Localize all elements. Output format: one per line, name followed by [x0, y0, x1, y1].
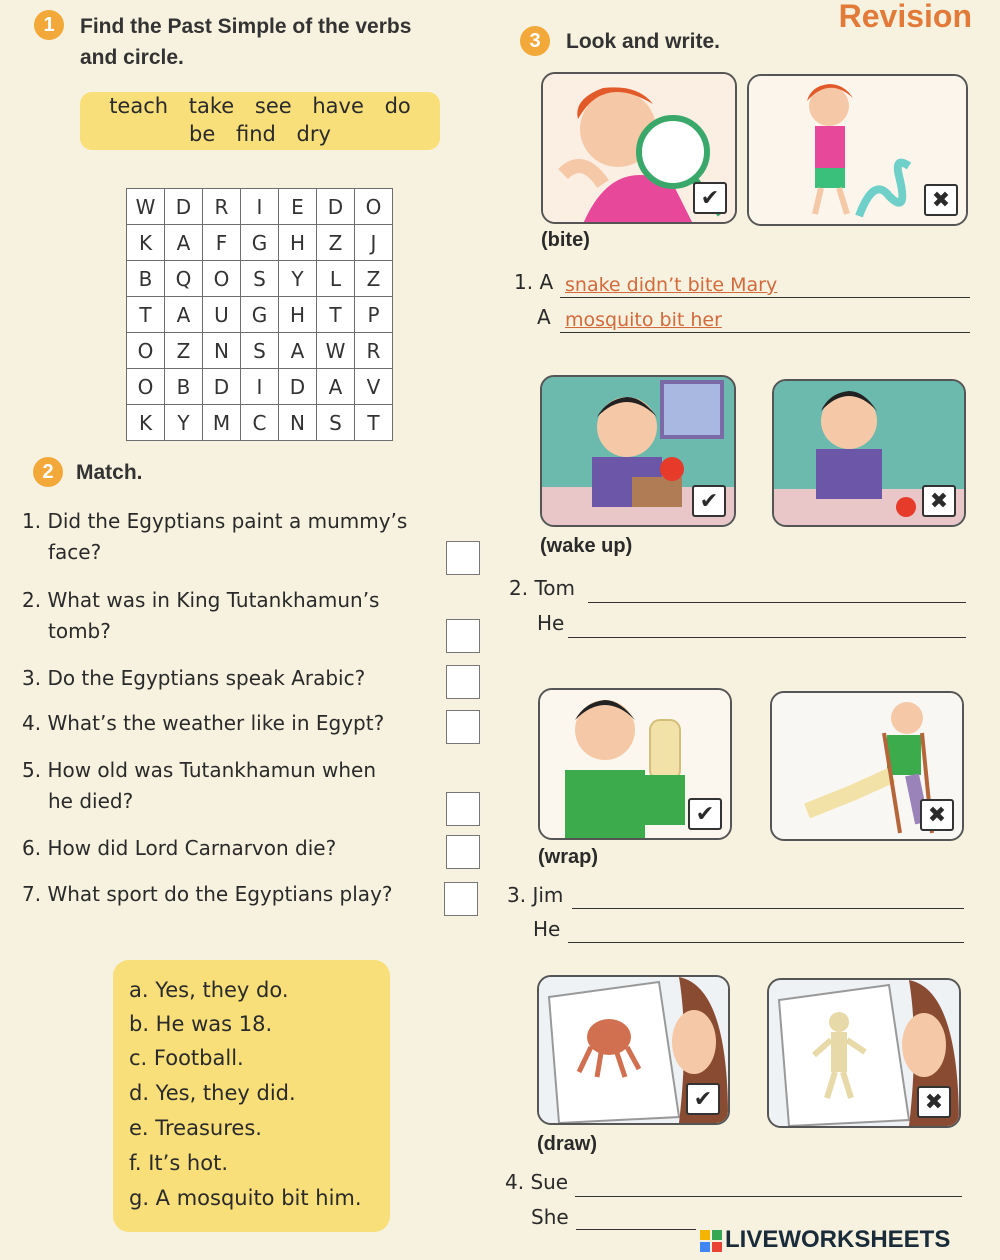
grid-cell[interactable]: W — [317, 333, 355, 369]
liveworksheets-logo-icon — [700, 1230, 722, 1252]
grid-cell[interactable]: Z — [165, 333, 203, 369]
answer-box-7[interactable] — [444, 882, 478, 916]
verb: take — [188, 94, 235, 118]
grid-cell[interactable]: U — [203, 297, 241, 333]
grid-cell[interactable]: G — [241, 225, 279, 261]
write-line[interactable] — [588, 602, 966, 603]
question-text: 6. How did Lord Carnarvon die? — [22, 836, 337, 860]
write-line[interactable] — [560, 297, 970, 298]
grid-cell[interactable]: T — [317, 297, 355, 333]
picture-sue-octopus — [537, 975, 730, 1125]
question-text: 7. What sport do the Egyptians play? — [22, 882, 393, 906]
section-3-badge: 3 — [520, 26, 550, 56]
section-2-heading: Match. — [76, 461, 143, 484]
question-4 — [22, 708, 384, 739]
cross-mark: ✖ — [924, 184, 958, 216]
grid-cell[interactable]: O — [127, 369, 165, 405]
grid-cell[interactable]: D — [317, 189, 355, 225]
grid-cell[interactable]: A — [317, 369, 355, 405]
check-mark: ✔ — [688, 798, 722, 830]
grid-cell[interactable]: K — [127, 225, 165, 261]
caption-wrap: (wrap) — [538, 846, 598, 868]
question-text: face? — [48, 540, 102, 564]
picture-snake-no-bite — [747, 74, 968, 226]
written-answer: mosquito bit her — [565, 309, 722, 331]
answer-box-6[interactable] — [446, 835, 480, 869]
grid-cell[interactable]: D — [165, 189, 203, 225]
answer-option: g. A mosquito bit him. — [129, 1186, 362, 1210]
line-prefix: A — [537, 305, 551, 329]
cross-mark: ✖ — [917, 1086, 951, 1118]
grid-cell[interactable]: Y — [279, 261, 317, 297]
question-text: 5. How old was Tutankhamun when — [22, 758, 377, 782]
write-line[interactable] — [572, 908, 964, 909]
write-line[interactable] — [576, 1229, 696, 1230]
grid-row — [127, 333, 393, 369]
grid-cell[interactable]: T — [355, 405, 393, 441]
write-line[interactable] — [560, 332, 970, 333]
grid-cell[interactable]: R — [355, 333, 393, 369]
question-1 — [22, 506, 407, 568]
grid-cell[interactable]: H — [279, 225, 317, 261]
verb-row-1 — [80, 92, 440, 120]
verb: be — [189, 122, 216, 146]
verb: dry — [296, 122, 331, 146]
grid-cell[interactable]: O — [203, 261, 241, 297]
grid-cell[interactable]: T — [127, 297, 165, 333]
grid-cell[interactable]: L — [317, 261, 355, 297]
picture-mosquito-bite — [541, 72, 737, 224]
answer-box-2[interactable] — [446, 619, 480, 653]
grid-cell[interactable]: E — [279, 189, 317, 225]
grid-cell[interactable]: P — [355, 297, 393, 333]
cross-mark: ✖ — [920, 799, 954, 831]
grid-cell[interactable]: M — [203, 405, 241, 441]
question-text: he died? — [48, 789, 134, 813]
grid-cell[interactable]: G — [241, 297, 279, 333]
grid-cell[interactable]: D — [279, 369, 317, 405]
grid-cell[interactable]: R — [203, 189, 241, 225]
grid-cell[interactable]: Y — [165, 405, 203, 441]
grid-cell[interactable]: N — [279, 405, 317, 441]
grid-cell[interactable]: F — [203, 225, 241, 261]
grid-cell[interactable]: Z — [317, 225, 355, 261]
write-line[interactable] — [568, 942, 964, 943]
grid-row — [127, 369, 393, 405]
question-6 — [22, 833, 336, 864]
revision-title: Revision — [838, 0, 972, 34]
verb: find — [235, 122, 276, 146]
grid-cell[interactable]: O — [127, 333, 165, 369]
grid-cell[interactable]: D — [203, 369, 241, 405]
grid-row — [127, 405, 393, 441]
grid-cell[interactable]: S — [241, 261, 279, 297]
answers-panel — [113, 960, 390, 1232]
write-line[interactable] — [575, 1196, 962, 1197]
question-text: 4. What’s the weather like in Egypt? — [22, 711, 385, 735]
question-2 — [22, 585, 379, 647]
section-1-heading-line2: and circle. — [80, 46, 184, 69]
question-5 — [22, 755, 376, 817]
liveworksheets-logo — [700, 1226, 950, 1254]
written-answer: snake didn’t bite Mary — [565, 274, 778, 296]
answer-option: e. Treasures. — [129, 1116, 262, 1140]
question-3 — [22, 663, 365, 694]
write-line[interactable] — [568, 637, 966, 638]
line-prefix: He — [537, 611, 565, 635]
question-text: 2. What was in King Tutankhamun’s — [22, 588, 380, 612]
grid-row — [127, 297, 393, 333]
grid-cell[interactable]: N — [203, 333, 241, 369]
answer-option: a. Yes, they do. — [129, 978, 289, 1002]
picture-tom-awake — [540, 375, 736, 527]
grid-cell[interactable]: A — [165, 225, 203, 261]
verb: have — [312, 94, 364, 118]
question-text: 1. Did the Egyptians paint a mummy’s — [22, 509, 408, 533]
answer-option: b. He was 18. — [129, 1012, 273, 1036]
grid-cell[interactable]: W — [127, 189, 165, 225]
line-prefix: 1. A — [514, 270, 554, 294]
grid-cell[interactable]: K — [127, 405, 165, 441]
liveworksheets-brand: LIVEWORKSHEETS — [725, 1226, 951, 1253]
caption-draw: (draw) — [537, 1133, 597, 1155]
answer-option: d. Yes, they did. — [129, 1081, 296, 1105]
line-prefix: 2. Tom — [509, 576, 575, 600]
picture-jim-hand — [538, 688, 732, 840]
grid-row — [127, 225, 393, 261]
line-prefix: 4. Sue — [505, 1170, 569, 1194]
grid-cell[interactable]: A — [165, 297, 203, 333]
answer-box-5[interactable] — [446, 792, 480, 826]
grid-cell[interactable]: O — [355, 189, 393, 225]
question-7 — [22, 879, 393, 910]
verb: see — [254, 94, 292, 118]
grid-cell[interactable]: J — [355, 225, 393, 261]
answer-option: c. Football. — [129, 1046, 244, 1070]
grid-cell[interactable]: S — [241, 333, 279, 369]
picture-tom-not-awake — [772, 379, 966, 527]
answer-box-1[interactable] — [446, 541, 480, 575]
answer-box-3[interactable] — [446, 665, 480, 699]
line-prefix: 3. Jim — [507, 883, 564, 907]
verb: teach — [109, 94, 169, 118]
line-prefix: She — [531, 1205, 569, 1229]
answer-option: f. It’s hot. — [129, 1151, 229, 1175]
question-text: tomb? — [48, 619, 111, 643]
verb-box — [80, 92, 440, 150]
word-search-grid — [126, 188, 393, 441]
answer-box-4[interactable] — [446, 710, 480, 744]
picture-jim-leg — [770, 691, 964, 841]
grid-cell[interactable]: A — [279, 333, 317, 369]
cross-mark: ✖ — [922, 485, 956, 517]
grid-row — [127, 261, 393, 297]
caption-bite: (bite) — [541, 229, 590, 251]
grid-row — [127, 189, 393, 225]
grid-cell[interactable]: B — [165, 369, 203, 405]
section-3-heading: Look and write. — [566, 30, 721, 53]
grid-cell[interactable]: Q — [165, 261, 203, 297]
grid-cell[interactable]: B — [127, 261, 165, 297]
grid-cell[interactable]: C — [241, 405, 279, 441]
grid-cell[interactable]: S — [317, 405, 355, 441]
grid-cell[interactable]: I — [241, 369, 279, 405]
check-mark: ✔ — [686, 1083, 720, 1115]
grid-cell[interactable]: I — [241, 189, 279, 225]
verb: do — [384, 94, 411, 118]
verb-row-2 — [80, 120, 440, 148]
check-mark: ✔ — [693, 182, 727, 214]
picture-sue-mummy — [767, 978, 961, 1128]
caption-wake-up: (wake up) — [540, 535, 633, 557]
section-1-badge: 1 — [34, 10, 64, 40]
line-prefix: He — [533, 917, 561, 941]
check-mark: ✔ — [692, 485, 726, 517]
section-1-heading-line1: Find the Past Simple of the verbs — [80, 15, 412, 38]
grid-cell[interactable]: V — [355, 369, 393, 405]
section-2-badge: 2 — [33, 457, 63, 487]
question-text: 3. Do the Egyptians speak Arabic? — [22, 666, 366, 690]
grid-cell[interactable]: H — [279, 297, 317, 333]
grid-cell[interactable]: Z — [355, 261, 393, 297]
